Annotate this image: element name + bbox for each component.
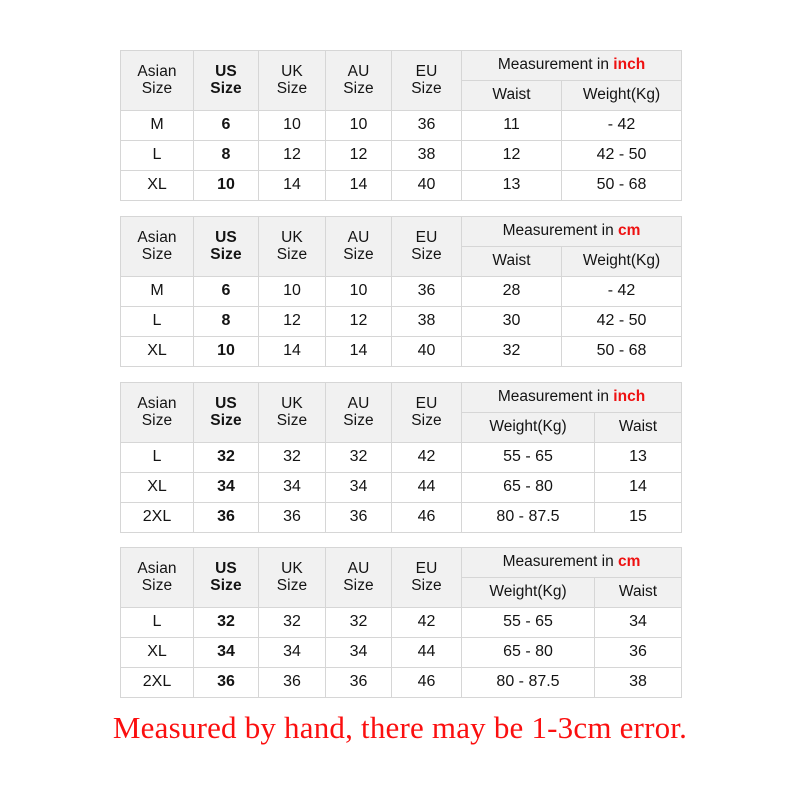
header-us-line1: US xyxy=(215,560,237,578)
cell-eu: 44 xyxy=(392,638,462,668)
header-au-size xyxy=(326,383,392,443)
cell-measurement-a: 80 - 87.5 xyxy=(462,503,595,533)
table-header xyxy=(121,548,682,608)
cell-us: 8 xyxy=(194,141,259,171)
header-us-size xyxy=(194,217,259,277)
measurement-prefix: Measurement in xyxy=(497,388,614,406)
header-eu-line1: EU xyxy=(415,395,438,413)
cell-measurement-a: 28 xyxy=(462,277,562,307)
measurement-unit: inch xyxy=(613,388,646,406)
header-uk-line2: Size xyxy=(276,576,308,594)
header-sub-a: Waist xyxy=(462,81,562,111)
header-sub-b: Weight(Kg) xyxy=(562,247,682,277)
cell-measurement-b: 15 xyxy=(595,503,682,533)
table-row xyxy=(121,503,682,533)
table-row xyxy=(121,608,682,638)
header-uk-line2: Size xyxy=(276,411,308,429)
cell-au: 12 xyxy=(326,141,392,171)
header-sub-a: Waist xyxy=(462,247,562,277)
header-row-top xyxy=(121,548,682,578)
cell-asian: M xyxy=(121,111,194,141)
cell-au: 10 xyxy=(326,111,392,141)
cell-asian: XL xyxy=(121,337,194,367)
header-uk-line1: UK xyxy=(281,63,303,81)
measurement-prefix: Measurement in xyxy=(502,553,619,571)
header-asian-line1: Asian xyxy=(137,395,177,413)
header-asian-line2: Size xyxy=(141,411,173,429)
header-eu-line1: EU xyxy=(415,63,438,81)
cell-eu: 46 xyxy=(392,503,462,533)
header-sub-a: Weight(Kg) xyxy=(462,578,595,608)
header-us-size xyxy=(194,548,259,608)
cell-us: 32 xyxy=(194,608,259,638)
header-us-line2: Size xyxy=(210,576,242,594)
cell-measurement-b: - 42 xyxy=(562,111,682,141)
measurement-prefix: Measurement in xyxy=(502,222,619,240)
cell-uk: 34 xyxy=(259,473,326,503)
measurement-unit: cm xyxy=(618,222,641,240)
header-asian-line1: Asian xyxy=(137,229,177,247)
table-row xyxy=(121,443,682,473)
header-eu-line2: Size xyxy=(411,411,442,429)
header-au-line1: AU xyxy=(347,229,370,247)
cell-uk: 12 xyxy=(259,307,326,337)
header-row-top xyxy=(121,217,682,247)
cell-uk: 10 xyxy=(259,111,326,141)
cell-eu: 40 xyxy=(392,337,462,367)
header-asian-size xyxy=(121,548,194,608)
cell-measurement-a: 13 xyxy=(462,171,562,201)
header-us-line2: Size xyxy=(210,245,242,263)
cell-uk: 12 xyxy=(259,141,326,171)
cell-asian: XL xyxy=(121,171,194,201)
header-uk-line1: UK xyxy=(281,229,303,247)
cell-us: 6 xyxy=(194,111,259,141)
header-asian-size xyxy=(121,217,194,277)
cell-measurement-b: 14 xyxy=(595,473,682,503)
cell-us: 34 xyxy=(194,638,259,668)
cell-eu: 42 xyxy=(392,443,462,473)
header-asian-size xyxy=(121,51,194,111)
header-au-line2: Size xyxy=(343,576,374,594)
cell-measurement-b: - 42 xyxy=(562,277,682,307)
cell-eu: 38 xyxy=(392,141,462,171)
cell-au: 32 xyxy=(326,443,392,473)
table-row xyxy=(121,111,682,141)
cell-uk: 10 xyxy=(259,277,326,307)
table-body xyxy=(121,111,682,201)
cell-measurement-b: 42 - 50 xyxy=(562,307,682,337)
cell-asian: XL xyxy=(121,638,194,668)
cell-measurement-a: 12 xyxy=(462,141,562,171)
header-uk-line1: UK xyxy=(281,395,303,413)
header-au-size xyxy=(326,217,392,277)
cell-asian: XL xyxy=(121,473,194,503)
table-row xyxy=(121,337,682,367)
size-table-women-cm xyxy=(120,216,682,367)
header-au-line1: AU xyxy=(347,63,370,81)
header-eu-line1: EU xyxy=(415,229,438,247)
cell-au: 10 xyxy=(326,277,392,307)
cell-measurement-a: 65 - 80 xyxy=(462,473,595,503)
cell-us: 6 xyxy=(194,277,259,307)
header-au-size xyxy=(326,548,392,608)
cell-measurement-a: 55 - 65 xyxy=(462,443,595,473)
header-row-top xyxy=(121,383,682,413)
cell-measurement-b: 50 - 68 xyxy=(562,171,682,201)
cell-uk: 14 xyxy=(259,171,326,201)
header-uk-size xyxy=(259,383,326,443)
header-eu-size xyxy=(392,51,462,111)
cell-au: 34 xyxy=(326,473,392,503)
cell-eu: 36 xyxy=(392,111,462,141)
cell-measurement-b: 42 - 50 xyxy=(562,141,682,171)
cell-au: 36 xyxy=(326,668,392,698)
size-table-women-inch xyxy=(120,50,682,201)
cell-us: 36 xyxy=(194,503,259,533)
cell-eu: 36 xyxy=(392,277,462,307)
header-au-line2: Size xyxy=(343,79,374,97)
cell-asian: L xyxy=(121,141,194,171)
header-measurement-title xyxy=(462,217,682,247)
cell-uk: 36 xyxy=(259,503,326,533)
header-sub-b: Waist xyxy=(595,413,682,443)
header-measurement-title xyxy=(462,51,682,81)
cell-au: 12 xyxy=(326,307,392,337)
header-eu-size xyxy=(392,548,462,608)
table-row xyxy=(121,668,682,698)
table-row xyxy=(121,171,682,201)
table-row xyxy=(121,307,682,337)
header-eu-line2: Size xyxy=(411,576,442,594)
cell-measurement-b: 38 xyxy=(595,668,682,698)
cell-eu: 40 xyxy=(392,171,462,201)
header-eu-line2: Size xyxy=(411,79,442,97)
header-au-size xyxy=(326,51,392,111)
table-header xyxy=(121,51,682,111)
header-asian-size xyxy=(121,383,194,443)
measurement-unit: cm xyxy=(618,553,641,571)
header-uk-line2: Size xyxy=(276,79,308,97)
header-us-size xyxy=(194,51,259,111)
cell-eu: 44 xyxy=(392,473,462,503)
table-row xyxy=(121,141,682,171)
cell-asian: 2XL xyxy=(121,668,194,698)
cell-au: 34 xyxy=(326,638,392,668)
cell-us: 32 xyxy=(194,443,259,473)
header-us-line1: US xyxy=(215,63,237,81)
header-asian-line2: Size xyxy=(141,79,173,97)
cell-au: 14 xyxy=(326,171,392,201)
cell-measurement-a: 32 xyxy=(462,337,562,367)
cell-measurement-a: 30 xyxy=(462,307,562,337)
header-uk-line2: Size xyxy=(276,245,308,263)
header-uk-size xyxy=(259,217,326,277)
cell-asian: L xyxy=(121,307,194,337)
cell-uk: 32 xyxy=(259,608,326,638)
header-au-line1: AU xyxy=(347,395,370,413)
table-body xyxy=(121,608,682,698)
header-uk-line1: UK xyxy=(281,560,303,578)
cell-uk: 32 xyxy=(259,443,326,473)
header-au-line2: Size xyxy=(343,411,374,429)
table-row xyxy=(121,473,682,503)
table-row xyxy=(121,638,682,668)
header-au-line1: AU xyxy=(347,560,370,578)
cell-measurement-a: 65 - 80 xyxy=(462,638,595,668)
header-asian-line1: Asian xyxy=(137,560,177,578)
cell-eu: 42 xyxy=(392,608,462,638)
header-au-line2: Size xyxy=(343,245,374,263)
header-eu-size xyxy=(392,383,462,443)
cell-asian: L xyxy=(121,608,194,638)
table-header xyxy=(121,217,682,277)
header-asian-line2: Size xyxy=(141,245,173,263)
cell-uk: 36 xyxy=(259,668,326,698)
header-eu-size xyxy=(392,217,462,277)
header-us-size xyxy=(194,383,259,443)
header-eu-line2: Size xyxy=(411,245,442,263)
size-table-men-inch xyxy=(120,382,682,533)
cell-us: 10 xyxy=(194,171,259,201)
cell-eu: 46 xyxy=(392,668,462,698)
cell-us: 8 xyxy=(194,307,259,337)
table-row xyxy=(121,277,682,307)
cell-asian: L xyxy=(121,443,194,473)
header-eu-line1: EU xyxy=(415,560,438,578)
cell-au: 36 xyxy=(326,503,392,533)
cell-eu: 38 xyxy=(392,307,462,337)
header-uk-size xyxy=(259,548,326,608)
cell-us: 10 xyxy=(194,337,259,367)
cell-uk: 14 xyxy=(259,337,326,367)
table-header xyxy=(121,383,682,443)
header-us-line2: Size xyxy=(210,79,242,97)
cell-asian: 2XL xyxy=(121,503,194,533)
cell-measurement-a: 80 - 87.5 xyxy=(462,668,595,698)
cell-measurement-a: 11 xyxy=(462,111,562,141)
header-sub-a: Weight(Kg) xyxy=(462,413,595,443)
table-body xyxy=(121,277,682,367)
cell-uk: 34 xyxy=(259,638,326,668)
cell-us: 36 xyxy=(194,668,259,698)
header-us-line2: Size xyxy=(210,411,242,429)
header-uk-size xyxy=(259,51,326,111)
table-body xyxy=(121,443,682,533)
cell-measurement-b: 50 - 68 xyxy=(562,337,682,367)
header-row-top xyxy=(121,51,682,81)
header-measurement-title xyxy=(462,383,682,413)
cell-measurement-b: 36 xyxy=(595,638,682,668)
header-measurement-title xyxy=(462,548,682,578)
measurement-prefix: Measurement in xyxy=(497,56,614,74)
cell-asian: M xyxy=(121,277,194,307)
header-us-line1: US xyxy=(215,229,237,247)
header-asian-line2: Size xyxy=(141,576,173,594)
header-sub-b: Waist xyxy=(595,578,682,608)
header-asian-line1: Asian xyxy=(137,63,177,81)
cell-measurement-b: 13 xyxy=(595,443,682,473)
measurement-disclaimer-note: Measured by hand, there may be 1-3cm error. xyxy=(112,710,688,745)
cell-measurement-a: 55 - 65 xyxy=(462,608,595,638)
cell-au: 32 xyxy=(326,608,392,638)
measurement-unit: inch xyxy=(613,56,646,74)
header-sub-b: Weight(Kg) xyxy=(562,81,682,111)
cell-au: 14 xyxy=(326,337,392,367)
header-us-line1: US xyxy=(215,395,237,413)
cell-us: 34 xyxy=(194,473,259,503)
size-table-men-cm xyxy=(120,547,682,698)
cell-measurement-b: 34 xyxy=(595,608,682,638)
